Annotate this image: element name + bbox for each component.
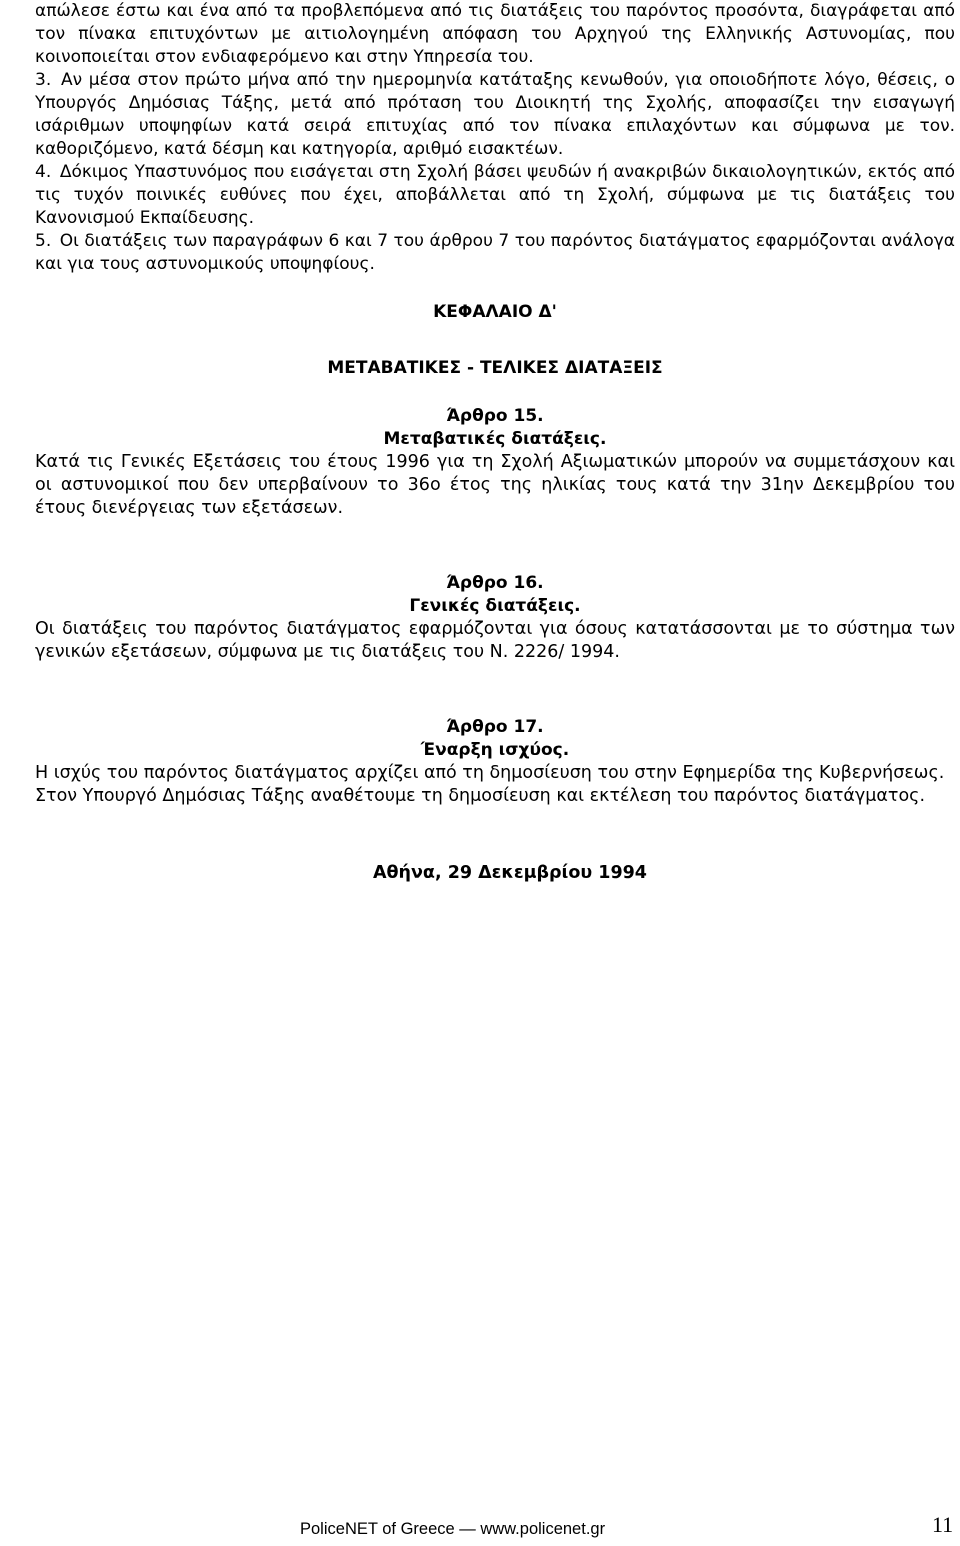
- item-number: 5.: [35, 231, 52, 251]
- article-16-title: Γενικές διατάξεις.: [409, 596, 581, 616]
- article-15-number: Άρθρο 15.: [446, 406, 544, 426]
- item-text: Αν μέσα στον πρώτο μήνα από την ημερομηνία κατάταξης κενωθούν, για οποιοδήποτε λόγο, θέσεις, ο Υπουργός Δημόσιας Τάξης, μετά από πρόταση του Διοικητή της Σχολής, αποφασίζει την εισαγωγή ισάριθμων υποψηφίων κατά σειρά επιτυχίας από τον πίνακα επιλαχόντων και σύμφωνα με τον. καθοριζόμενο, κατά δέσμη και κατηγορία, αριθμό εισακτέων.: [35, 70, 955, 159]
- item-text: Δόκιμος Υπαστυνόμος που εισάγεται στη Σχολή βάσει ψευδών ή ανακριβών δικαιολογητικών, εκτός από τις τυχόν ποινικές ευθύνες που έχει, αποβάλλεται από τη Σχολή, σύμφωνα με τις διατάξεις του Κανονισμού Εκπαίδευσης.: [35, 162, 956, 228]
- item-number: 4.: [35, 162, 52, 182]
- chapter-heading: ΚΕΦΑΛΑΙΟ Δ': [433, 302, 557, 322]
- article-16-number: Άρθρο 16.: [446, 573, 544, 593]
- article-17-title: Έναρξη ισχύος.: [420, 740, 570, 760]
- item-text: Οι διατάξεις των παραγράφων 6 και 7 του άρθρου 7 του παρόντος διατάγματος εφαρμόζονται ανάλογα και για τους αστυνομικούς υποψηφίους.: [35, 231, 955, 274]
- article-17-number: Άρθρο 17.: [446, 717, 544, 737]
- chapter-title: ΜΕΤΑΒΑΤΙΚΕΣ - ΤΕΛΙΚΕΣ ΔΙΑΤΑΞΕΙΣ: [327, 358, 663, 378]
- article-17-text: Η ισχύς του παρόντος διατάγματος αρχίζει από τη δημοσίευση του στην Εφημερίδα της Κυβερνήσεως.: [35, 763, 945, 783]
- article-16-text: Οι διατάξεις του παρόντος διατάγματος εφαρμόζονται για όσους κατατάσσονται με το σύστημα των γενικών εξετάσεων, σύμφωνα με τις διατάξεις του Ν. 2226/ 1994.: [35, 619, 955, 662]
- document-page: [35, 0, 955, 901]
- numbered-item-4: [35, 161, 955, 230]
- page-number: 11: [932, 1512, 954, 1537]
- numbered-item-5: [35, 230, 955, 276]
- footer-text: PoliceNET of Greece — www.policenet.gr: [300, 1520, 606, 1538]
- article-15-text: Κατά τις Γενικές Εξετάσεις του έτους 1996 για τη Σχολή Αξιωματικών μπορούν να συμμετάσχουν και οι αστυνομικοί που δεν υπερβαίνουν το 36ο έτος της ηλικίας τους κατά την 31ην Δεκεμβρίου του έτους διενέργειας των εξετάσεων.: [35, 452, 955, 518]
- article-15-title: Μεταβατικές διατάξεις.: [383, 429, 607, 449]
- numbered-item-3: [35, 69, 955, 161]
- date-line: Αθήνα, 29 Δεκεμβρίου 1994: [372, 863, 647, 883]
- intro-paragraph: απώλεσε έστω και ένα από τα προβλεπόμενα από τις διατάξεις του παρόντος προσόντα, διαγράφεται από τον πίνακα επιτυχόντων με αιτιολογημένη απόφαση του Αρχηγού της Ελληνικής Αστυνομίας, που κοινοποιείται στον ενδιαφερόμενο και στην Υπηρεσία του.: [35, 1, 955, 67]
- article-17-text-2: Στον Υπουργό Δημόσιας Τάξης αναθέτουμε τη δημοσίευση και εκτέλεση του παρόντος διατάγματος.: [35, 786, 926, 806]
- item-number: 3.: [35, 70, 52, 90]
